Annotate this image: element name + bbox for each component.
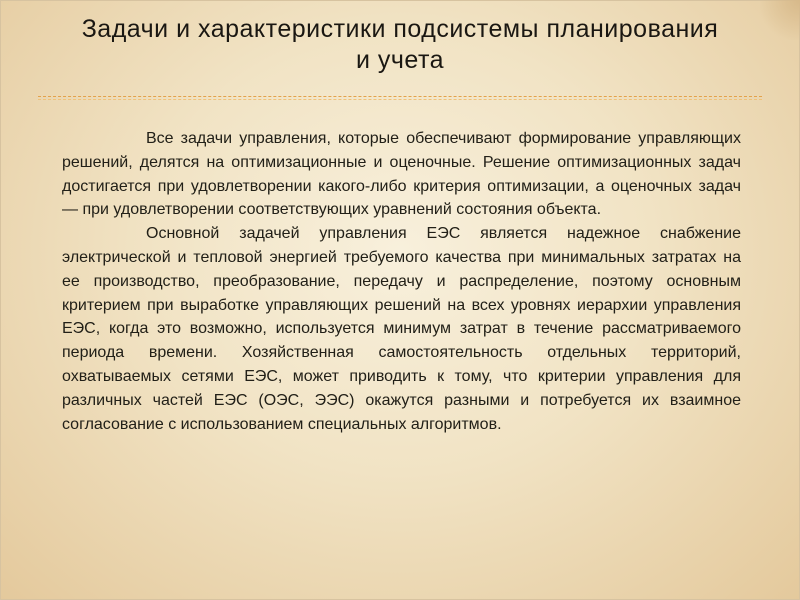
paragraph-optimization-tasks: Все задачи управления, которые обеспечивают формирование управляющих решений, делятся на оптимизационные и оценочные. Решение оптимизационных задач достигается при удовлетворении какого-либо критерия оптимизации, а оценочных задач — при удовлетворении соответствующих уравнений состояния объекта. xyxy=(62,130,741,219)
paragraph-ees-control: Основной задачей управления ЕЭС является надежное снабжение электрической и тепловой энергией требуемого качества при минимальных затратах на ее производство, преобразование, передачу и распределение, поэтому основным критерием при выработке управляющих решений на всех уровнях иерархии управления ЕЭС, когда это возможно, используется минимум затрат в течение рассматриваемого периода времени. Хозяйственная самостоятельность отдельных территорий, охватываемых сетями ЕЭС, может приводить к тому, что критерии управления для различных частей ЕЭС (ОЭС, ЭЭС) окажутся разными и потребуется их взаимное согласование с использованием специальных алгоритмов. xyxy=(62,225,741,433)
slide-title xyxy=(20,14,780,76)
title-divider xyxy=(38,96,762,100)
slide-body xyxy=(62,127,741,436)
slide-title-line-1: Задачи и характеристики подсистемы планирования xyxy=(81,15,719,43)
slide-title-line-2: и учета xyxy=(355,46,445,74)
